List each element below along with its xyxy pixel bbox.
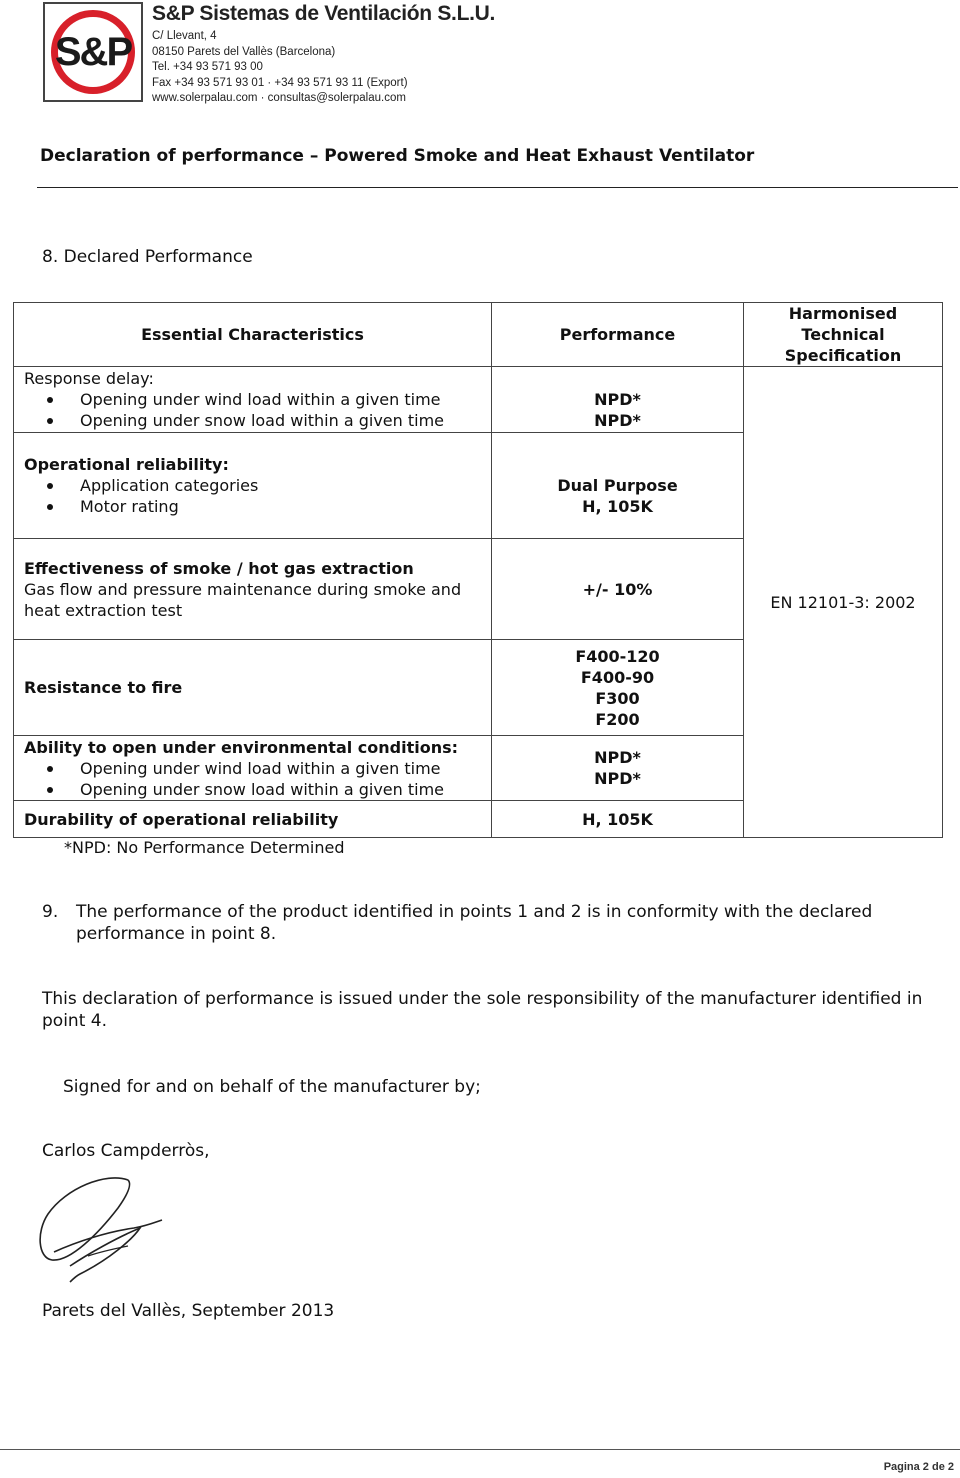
row-smoke-extraction: Effectiveness of smoke / hot gas extraction Gas flow and pressure maintenance during smoke and heat extraction test xyxy=(14,539,492,640)
list-item: Opening under snow load within a given time xyxy=(24,410,481,431)
signer-name: Carlos Campderròs, xyxy=(42,1141,210,1161)
address-line: C/ Llevant, 4 xyxy=(152,30,217,42)
row-response-delay: Response delay: Opening under wind load within a given time Opening under snow load within a given time xyxy=(14,367,492,433)
web-email-line: www.solerpalau.com · consultas@solerpalau.com xyxy=(152,92,406,105)
company-name: S&P Sistemas de Ventilación S.L.U. xyxy=(152,2,496,25)
responsibility-statement: This declaration of performance is issued under the sole responsibility of the manufacturer identified in point 4. xyxy=(42,989,923,1031)
perf-smoke-extraction: +/- 10% xyxy=(492,539,744,640)
handwritten-signature xyxy=(36,1170,170,1288)
phone-line: Tel. +34 93 571 93 00 xyxy=(152,61,263,74)
section-8-heading: 8. Declared Performance xyxy=(42,247,253,267)
perf-durability: H, 105K xyxy=(492,801,744,838)
page-number: Pagina 2 de 2 xyxy=(883,1461,954,1473)
performance-table xyxy=(13,302,943,838)
row-environmental-conditions: Ability to open under environmental conditions: Opening under wind load within a given time Opening under snow load within a given time xyxy=(14,736,492,801)
address-line: 08150 Parets del Vallès (Barcelona) xyxy=(152,45,336,58)
row-durability: Durability of operational reliability xyxy=(14,801,492,838)
list-item: Application categories xyxy=(24,475,481,496)
row-resistance-to-fire: Resistance to fire xyxy=(14,640,492,736)
header-spec: Harmonised Technical Specification xyxy=(744,303,943,367)
title-divider xyxy=(37,187,958,188)
list-item: Opening under wind load within a given time xyxy=(24,389,481,410)
table-header-row xyxy=(14,303,943,367)
company-logo xyxy=(43,2,143,102)
spec-cell: EN 12101-3: 2002 xyxy=(744,367,943,838)
header-characteristics: Essential Characteristics xyxy=(14,303,492,367)
section-9-number: 9. xyxy=(42,902,59,922)
signed-for-text: Signed for and on behalf of the manufacturer by; xyxy=(63,1077,481,1097)
fax-line: Fax +34 93 571 93 01 · +34 93 571 93 11 (Export) xyxy=(152,76,408,89)
list-item: Opening under snow load within a given time xyxy=(24,779,481,800)
perf-resistance-to-fire: F400-120 F400-90 F300 F200 xyxy=(492,640,744,736)
header-performance: Performance xyxy=(492,303,744,367)
row-operational-reliability: Operational reliability: Application categories Motor rating xyxy=(14,433,492,539)
perf-environmental-conditions: NPD* NPD* xyxy=(492,736,744,801)
section-9-text: The performance of the product identified in points 1 and 2 is in conformity with the declared performance in point 8. xyxy=(76,902,873,944)
npd-footnote: *NPD: No Performance Determined xyxy=(64,838,345,857)
perf-operational-reliability: Dual Purpose H, 105K xyxy=(492,433,744,539)
table-row xyxy=(14,367,943,433)
list-item: Opening under wind load within a given time xyxy=(24,758,481,779)
place-and-date: Parets del Vallès, September 2013 xyxy=(42,1301,335,1321)
company-info xyxy=(152,2,495,107)
list-item: Motor rating xyxy=(24,496,481,517)
perf-response-delay: NPD* NPD* xyxy=(492,367,744,433)
document-title: Declaration of performance – Powered Smoke and Heat Exhaust Ventilator xyxy=(40,146,755,166)
footer-divider xyxy=(0,1449,960,1450)
logo-text: S&P xyxy=(54,30,132,74)
